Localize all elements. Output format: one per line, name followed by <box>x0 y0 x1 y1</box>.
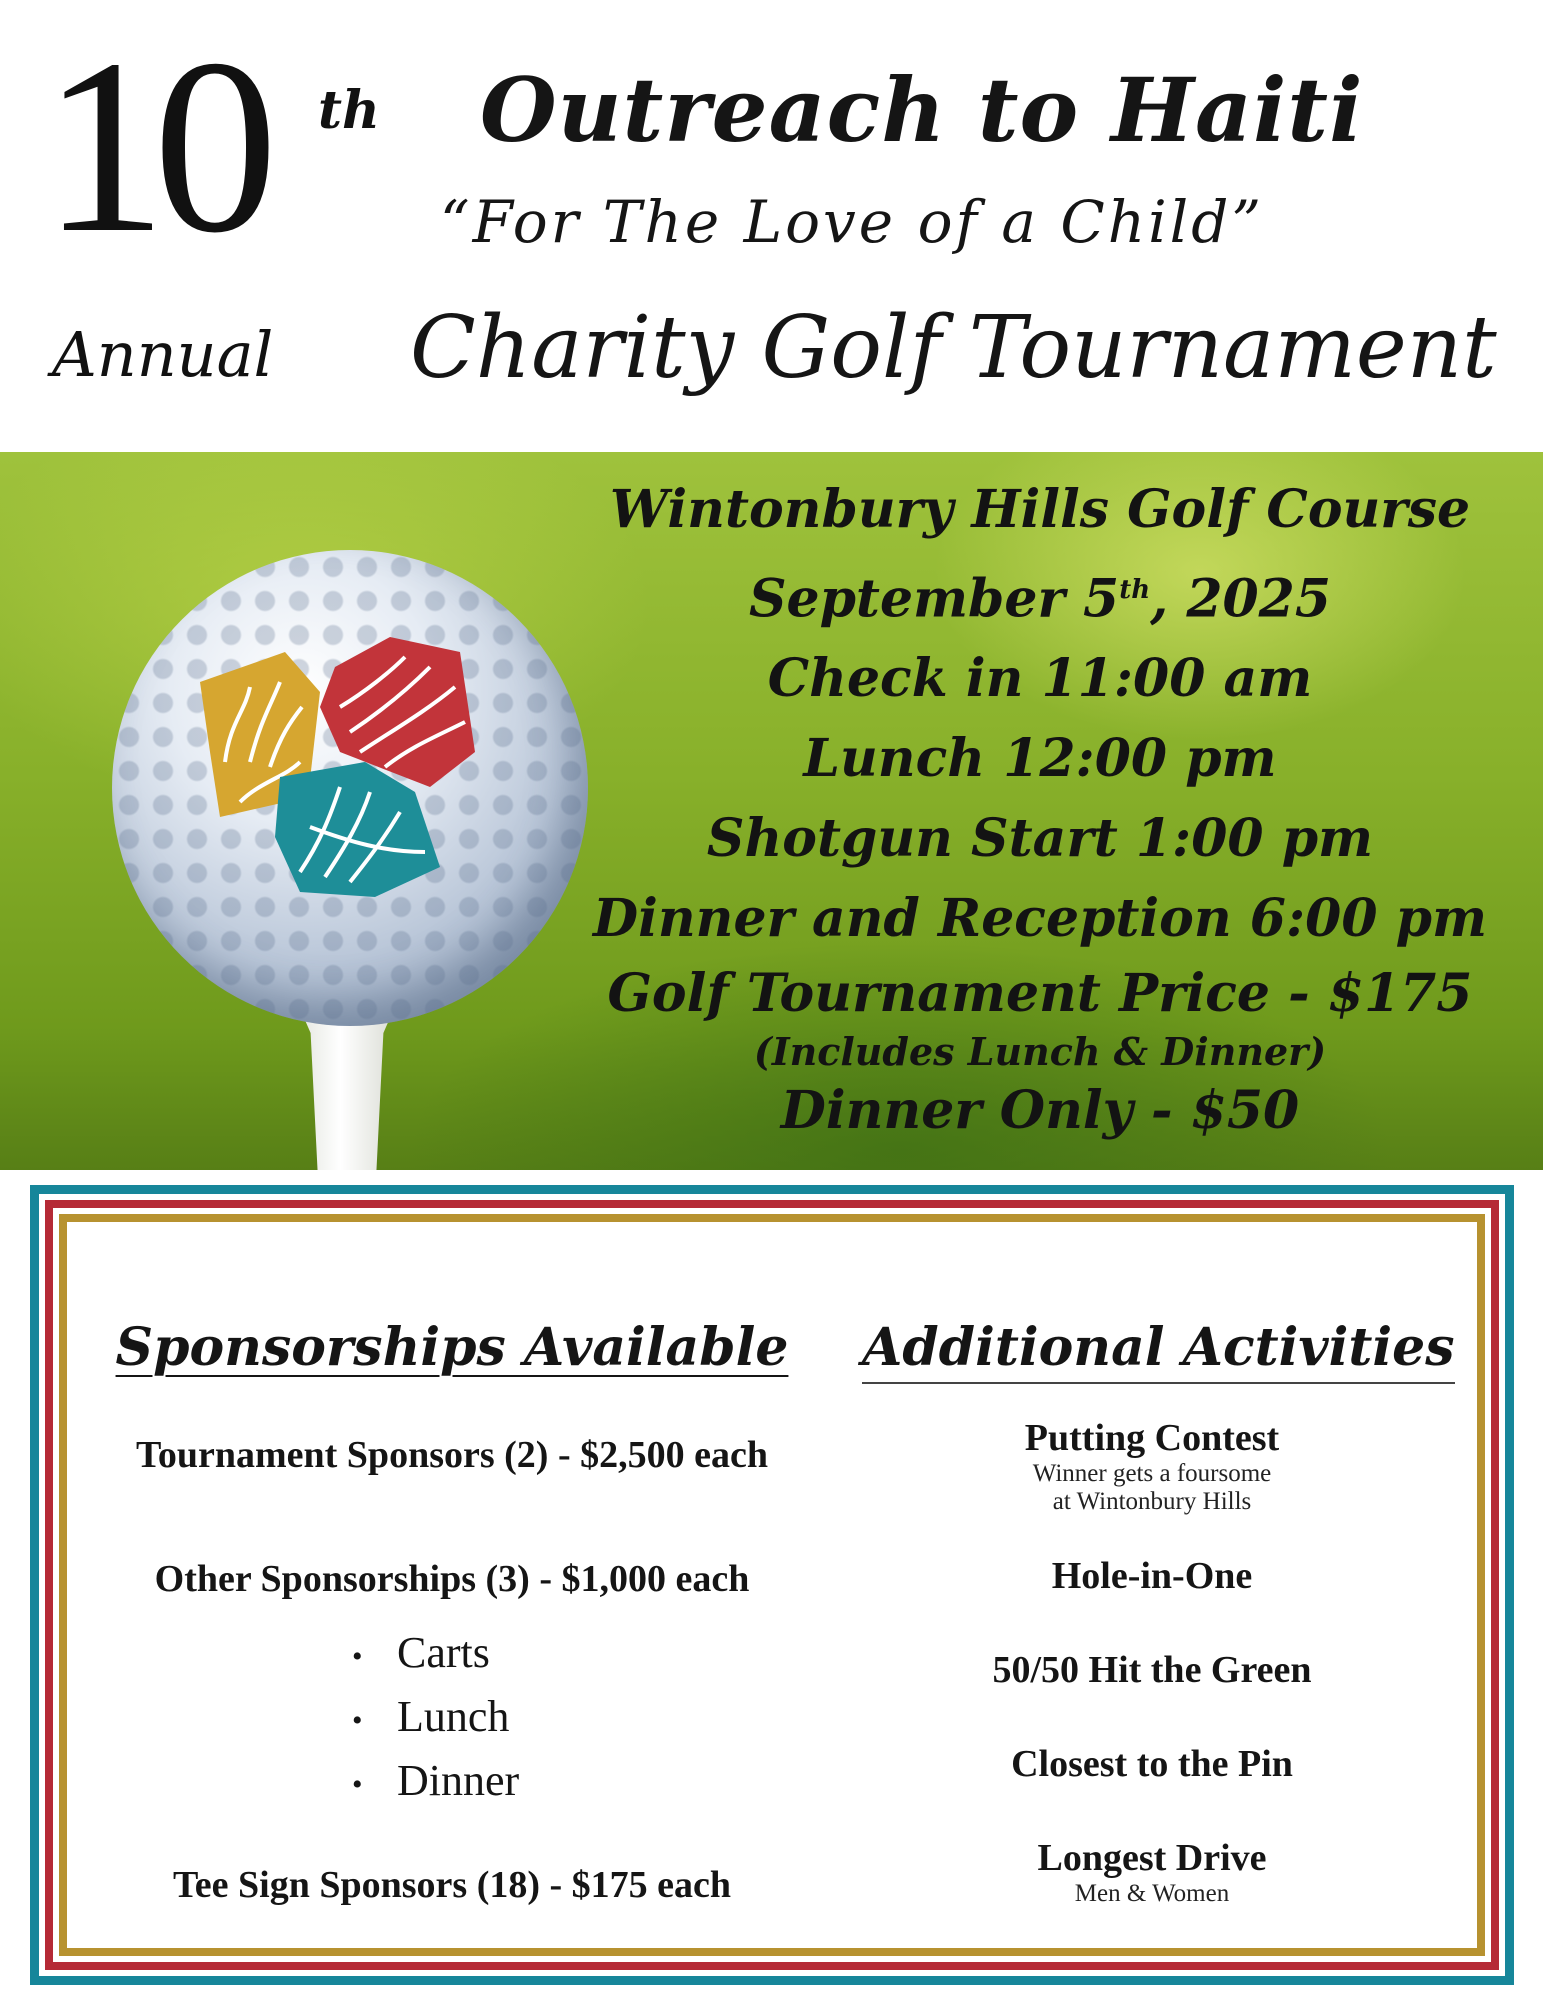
longest-drive: Longest Drive <box>1037 1837 1267 1879</box>
closest-to-pin: Closest to the Pin <box>1011 1743 1293 1785</box>
info-frame <box>30 1185 1514 1985</box>
edition-number: 10 <box>42 8 264 285</box>
sponsorships-column <box>107 1317 797 1907</box>
putting-contest-detail-1: Winner gets a foursome <box>1032 1460 1272 1487</box>
putting-contest-detail-2: at Wintonbury Hills <box>1052 1488 1252 1515</box>
activities-column <box>862 1317 1455 1908</box>
info-frame-inner <box>45 1200 1499 1970</box>
activities-heading: Additional Activities <box>862 1317 1455 1384</box>
dinner-time: Dinner and Reception 6:00 pm <box>592 888 1487 950</box>
sponsorships-heading: Sponsorships Available <box>115 1317 789 1378</box>
event-details <box>560 470 1520 1147</box>
putting-contest: Putting Contest <box>1024 1417 1280 1459</box>
list-item: • Carts <box>352 1628 490 1677</box>
list-item-label: Lunch <box>397 1691 510 1741</box>
longest-drive-detail: Men & Women <box>1074 1880 1230 1907</box>
shotgun-start-time: Shotgun Start 1:00 pm <box>706 808 1374 870</box>
price-note: (Includes Lunch & Dinner) <box>753 1029 1327 1075</box>
event-title: Outreach to Haiti <box>480 58 1364 162</box>
hands-logo-icon <box>190 612 490 912</box>
golf-photo-banner <box>0 452 1543 1170</box>
other-sponsorships: Other Sponsorships (3) - $1,000 each <box>154 1558 750 1600</box>
date-ordinal: th <box>1119 575 1151 605</box>
list-item: • Dinner <box>352 1755 520 1805</box>
tournament-sponsors: Tournament Sponsors (2) - $2,500 each <box>136 1434 768 1476</box>
list-item: • Lunch <box>352 1691 510 1741</box>
tournament-price: Golf Tournament Price - $175 <box>607 963 1473 1025</box>
info-panel <box>59 1214 1485 1956</box>
annual-label: Annual <box>52 318 274 391</box>
fifty-fifty: 50/50 Hit the Green <box>992 1649 1312 1691</box>
event-date <box>560 550 1520 639</box>
edition-ordinal: th <box>318 80 380 141</box>
list-item-label: Dinner <box>397 1755 520 1805</box>
flyer-header <box>0 0 1543 450</box>
date-main: September 5 <box>748 568 1120 630</box>
checkin-time: Check in 11:00 am <box>767 648 1313 710</box>
tee-sign-sponsors: Tee Sign Sponsors (18) - $175 each <box>172 1863 732 1906</box>
event-tagline: “For The Love of a Child” <box>440 188 1265 256</box>
event-subtitle: Charity Golf Tournament <box>410 298 1497 398</box>
lunch-time: Lunch 12:00 pm <box>803 728 1277 790</box>
list-item-label: Carts <box>397 1628 490 1677</box>
sponsorship-list <box>107 1623 797 1815</box>
date-year: , 2025 <box>1150 568 1332 630</box>
dinner-only-price: Dinner Only - $50 <box>780 1080 1300 1142</box>
hole-in-one: Hole-in-One <box>1051 1555 1253 1597</box>
venue: Wintonbury Hills Golf Course <box>609 479 1471 540</box>
